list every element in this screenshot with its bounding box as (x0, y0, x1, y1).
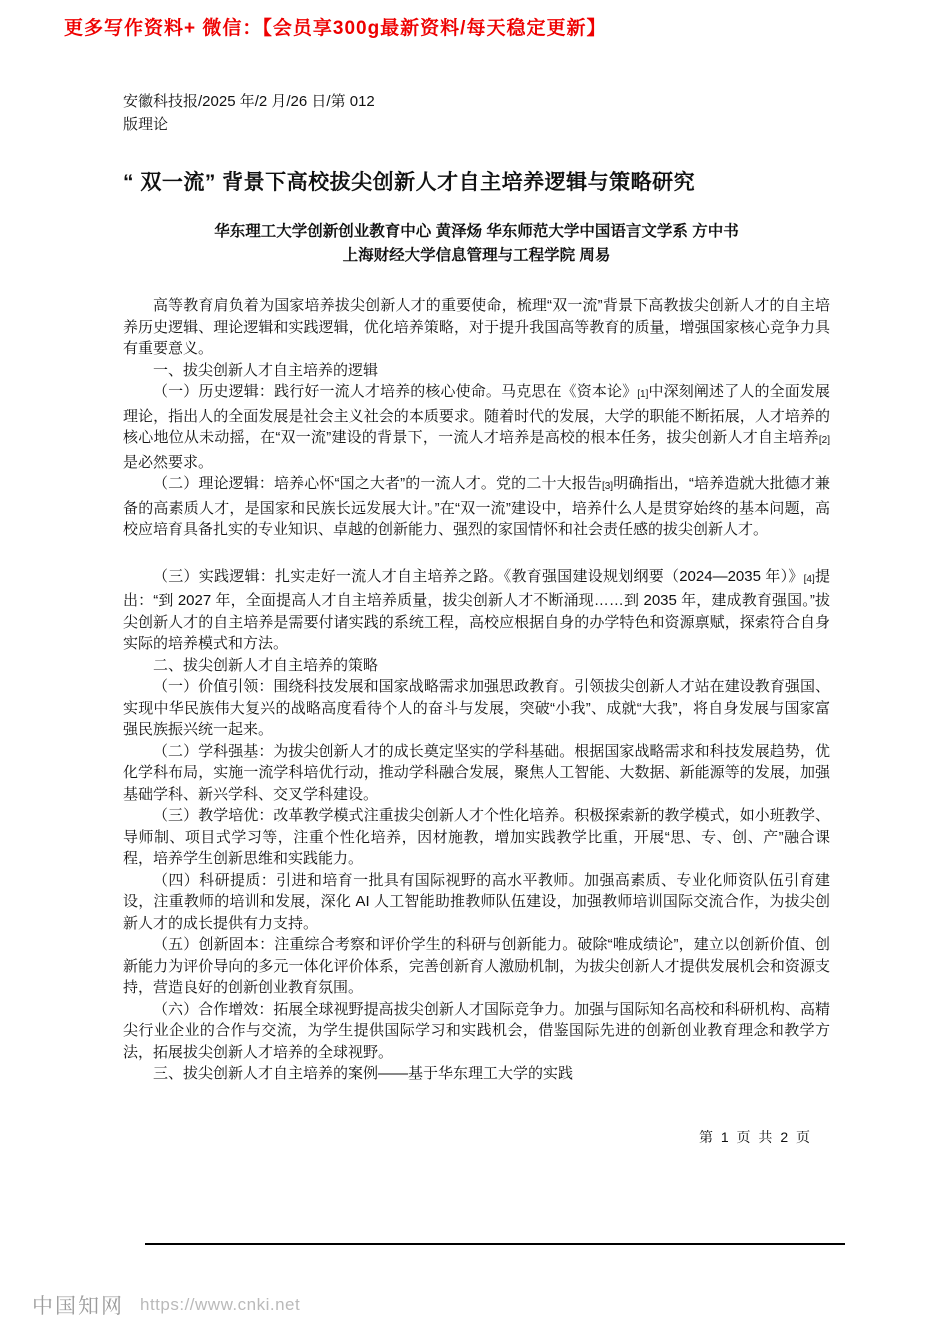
section-heading: 三、拔尖创新人才自主培养的案例——基于华东理工大学的实践 (153, 1065, 574, 1082)
article-title: “ 双一流” 背景下高校拔尖创新人才自主培养逻辑与策略研究 (123, 171, 696, 194)
paragraph: （六）合作增效：拓展全球视野提高拔尖创新人才国际竞争力。加强与国际知名高校和科研机构、高精尖行业企业的合作与交流，为学生提供国际学习和实践机会，借鉴国际先进的创新创业教育理念和教学方法，拓展拔尖创新人才培养的全球视野。 (123, 1000, 830, 1061)
section-heading: 二、拔尖创新人才自主培养的策略 (153, 656, 379, 674)
reference-marker: [3] (601, 481, 614, 492)
reference-marker: [1] (637, 389, 649, 400)
doc-source-line: 安徽科技报/2025 年/2 月/26 日/第 012 (123, 93, 375, 110)
paragraph: （四）科研提质：引进和培育一批具有国际视野的高水平教师。加强高素质、专业化师资队伍引育建设，注重教师的培训和发展，深化 AI 人工智能助推教师队伍建设，加强教师培训国际交流合作，为拔尖创新人才的成长提供有力支持。 (123, 871, 830, 932)
authors-line-1: 华东理工大学创新创业教育中心 黄泽炀 华东师范大学中国语言文学系 方中书 (214, 223, 739, 240)
doc-section-line: 版理论 (123, 116, 169, 133)
cnki-url: https://www.cnki.net (140, 1295, 301, 1314)
paragraph: （五）创新固本：注重综合考察和评价学生的科研与创新能力。破除“唯成绩论”，建立以创新价值、创新能力为评价导向的多元一体化评价体系，完善创新育人激励机制，为拔尖创新人才提供发展机会和资源支持，营造良好的创新创业教育氛围。 (123, 936, 830, 996)
authors-line-2: 上海财经大学信息管理与工程学院 周易 (342, 247, 611, 264)
paragraph: （二）理论逻辑：培养心怀“国之大者”的一流人才。党的二十大报告[3]明确指出，“培养造就大批德才兼备的高素质人才，是国家和民族长远发展大计。”在“双一流”建设中，培养什么人是贯穿始终的基本问题，高校应培育具备扎实的专业知识、卓越的创新能力、强烈的家国情怀和社会责任感的拔尖创新人才。 (123, 475, 830, 538)
cnki-watermark (32, 1290, 300, 1320)
promo-banner: 更多写作资料+ 微信：【会员享300g最新资料/每天稳定更新】 (64, 18, 607, 39)
paragraph: （一）历史逻辑：践行好一流人才培养的核心使命。马克思在《资本论》[1]中深刻阐述了人的全面发展理论，指出人的全面发展是社会主义社会的本质要求。随着时代的发展，大学的职能不断拓展，人才培养的核心地位从未动摇，在“双一流”建设的背景下，一流人才培养是高校的根本任务，拔尖创新人才自主培养[2]是必然要求。 (123, 383, 830, 471)
reference-marker: [4] (803, 573, 815, 585)
paragraph: （三）教学培优：改革教学模式注重拔尖创新人才个性化培养。积极探索新的教学模式，如小班教学、导师制、项目式学习等，注重个性化培养，因材施教，增加实践教学比重，开展“思、专、创、产”融合课程，培养学生创新思维和实践能力。 (123, 807, 830, 867)
paragraph: （一）价值引领：围绕科技发展和国家战略需求加强思政教育。引领拔尖创新人才站在建设教育强国、实现中华民族伟大复兴的战略高度看待个人的奋斗与发展，突破“小我”、成就“大我”，将自身发展与国家富强民族振兴统一起来。 (123, 678, 830, 738)
cnki-brand-logo: 中国知网 (32, 1295, 124, 1318)
article-body (123, 295, 830, 1085)
page-number: 第 1 页 共 2 页 (698, 1128, 812, 1145)
paragraph: （三）实践逻辑：扎实走好一流人才自主培养之路。《教育强国建设规划纲要（2024—2035 年）》[4]提出：“到 2027 年，全面提高人才自主培养质量，拔尖创新人才不断涌现……到 2035 年，建成教育强国。”拔尖创新人才的自主培养是需要付诸实践的系统工程，高校应根据自身的办学特色和资源禀赋，探索符合自身实际的培养模式和方法。 (123, 567, 830, 652)
document-page (123, 0, 830, 1147)
footer-divider (145, 1243, 845, 1245)
paragraph: 高等教育肩负着为国家培养拔尖创新人才的重要使命，梳理“双一流”背景下高教拔尖创新人才的自主培养历史逻辑、理论逻辑和实践逻辑，优化培养策略，对于提升我国高等教育的质量，增强国家核心竞争力具有重要意义。 (123, 297, 830, 357)
reference-marker: [2] (818, 435, 830, 446)
doc-info (123, 90, 830, 136)
section-heading: 一、拔尖创新人才自主培养的逻辑 (153, 361, 379, 379)
authors-block (123, 220, 830, 268)
paragraph-spacer (123, 541, 830, 566)
paragraph: （二）学科强基：为拔尖创新人才的成长奠定坚实的学科基础。根据国家战略需求和科技发展趋势，优化学科布局，实施一流学科培优行动，推动学科融合发展，聚焦人工智能、大数据、新能源等的发展，加强基础学科、新兴学科、交叉学科建设。 (123, 742, 830, 803)
